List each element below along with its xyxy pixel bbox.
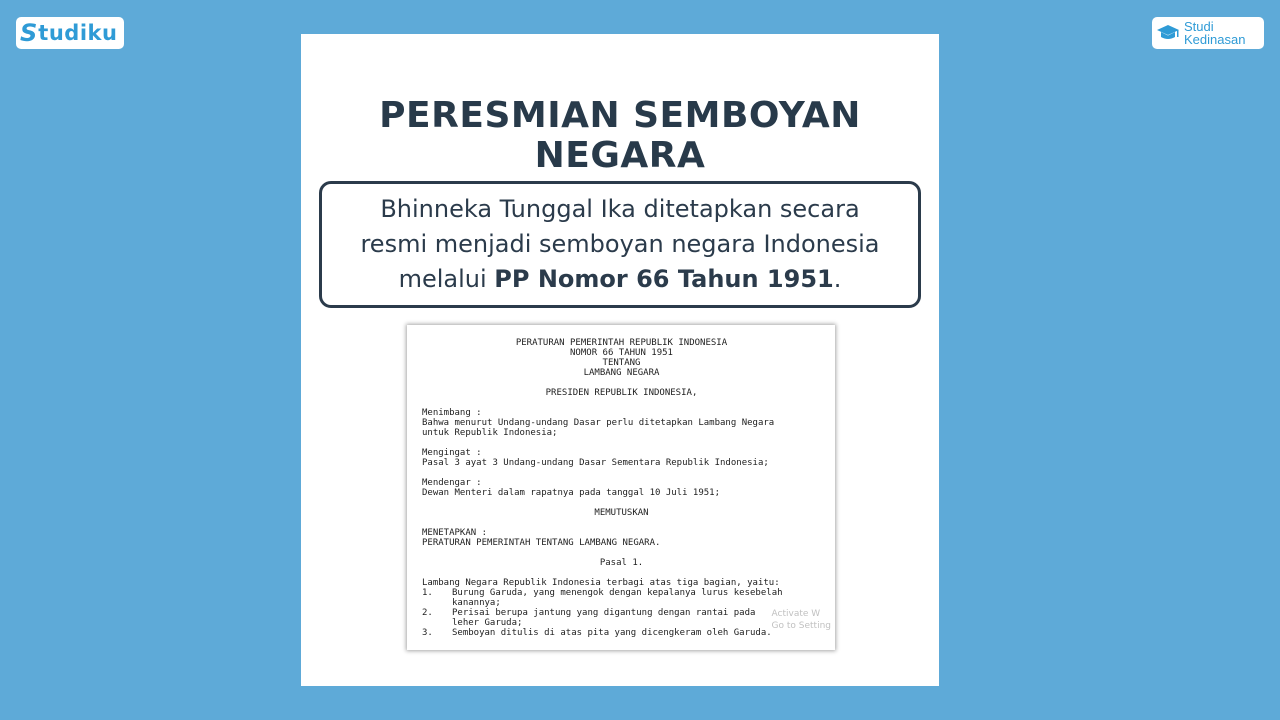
doc-memutuskan: MEMUTUSKAN — [594, 508, 649, 518]
doc-header-line: NOMOR 66 TAHUN 1951 — [570, 348, 673, 358]
doc-list-line: Perisai berupa jantung yang digantung dengan rantai pada — [452, 608, 756, 618]
doc-header-line: TENTANG — [602, 358, 641, 368]
doc-menimbang-label: Menimbang : — [422, 408, 482, 418]
summary-box — [319, 181, 921, 308]
doc-menimbang-text: untuk Republik Indonesia; — [422, 428, 558, 438]
doc-list-line: leher Garuda; — [452, 618, 523, 628]
doc-list-item — [422, 608, 821, 628]
doc-list-number: 3. — [422, 628, 433, 638]
doc-list-text — [452, 588, 821, 608]
summary-line3-prefix: melalui — [398, 265, 495, 293]
doc-mengingat-text: Pasal 3 ayat 3 Undang-undang Dasar Sementara Republik Indonesia; — [422, 458, 769, 468]
doc-list-text — [452, 628, 821, 638]
slide-title-line1: PERESMIAN SEMBOYAN — [379, 95, 861, 136]
doc-list-text — [452, 608, 821, 628]
summary-line1: Bhinneka Tunggal Ika ditetapkan secara — [380, 195, 860, 223]
doc-mendengar-label: Mendengar : — [422, 478, 482, 488]
watermark-line2: Go to Setting — [771, 621, 831, 631]
slide-title-line2: NEGARA — [534, 135, 706, 176]
activation-watermark — [772, 608, 831, 632]
slide-card — [301, 34, 939, 686]
doc-president: PRESIDEN REPUBLIK INDONESIA, — [545, 388, 698, 398]
doc-list-item — [422, 628, 821, 638]
doc-list-line: kanannya; — [452, 598, 501, 608]
doc-list-number: 2. — [422, 608, 433, 618]
doc-menetapkan-text: PERATURAN PEMERINTAH TENTANG LAMBANG NEGARA. — [422, 538, 661, 548]
summary-line3-bold: PP Nomor 66 Tahun 1951 — [494, 265, 834, 293]
summary-text — [360, 192, 879, 297]
slide-title — [301, 96, 939, 176]
doc-pasal-heading: Pasal 1. — [599, 558, 644, 568]
doc-header-line: PERATURAN PEMERINTAH REPUBLIK INDONESIA — [515, 338, 728, 348]
studiku-logo-mark: S — [20, 19, 38, 47]
doc-list-line: Burung Garuda, yang menengok dengan kepalanya lurus kesebelah — [452, 588, 783, 598]
doc-list-item — [422, 588, 821, 608]
studi-kedinasan-logo — [1152, 17, 1264, 49]
watermark-line1: Activate W — [771, 609, 821, 619]
doc-mengingat-label: Mengingat : — [422, 448, 482, 458]
studiku-logo — [16, 17, 124, 49]
doc-list-line: Semboyan ditulis di atas pita yang dicengkeram oleh Garuda. — [452, 628, 772, 638]
doc-menimbang-text: Bahwa menurut Undang-undang Dasar perlu ditetapkan Lambang Negara — [422, 418, 775, 428]
summary-line2: resmi menjadi semboyan negara Indonesia — [360, 230, 880, 258]
studiku-logo-text: tudiku — [38, 20, 118, 45]
summary-line3-suffix: . — [833, 265, 842, 293]
doc-menetapkan-label: MENETAPKAN : — [422, 528, 488, 538]
doc-pasal-intro: Lambang Negara Republik Indonesia terbagi atas tiga bagian, yaitu: — [422, 578, 780, 588]
doc-mendengar-text: Dewan Menteri dalam rapatnya pada tanggal 10 Juli 1951; — [422, 488, 721, 498]
graduation-cap-icon — [1156, 23, 1180, 43]
logo-line-studi: Studi — [1184, 19, 1214, 34]
doc-header-line: LAMBANG NEGARA — [583, 368, 660, 378]
logo-line-kedinasan: Kedinasan — [1184, 32, 1246, 47]
doc-list-number: 1. — [422, 588, 433, 598]
studi-kedinasan-logo-text — [1184, 20, 1245, 46]
regulation-document-scan — [407, 325, 835, 650]
